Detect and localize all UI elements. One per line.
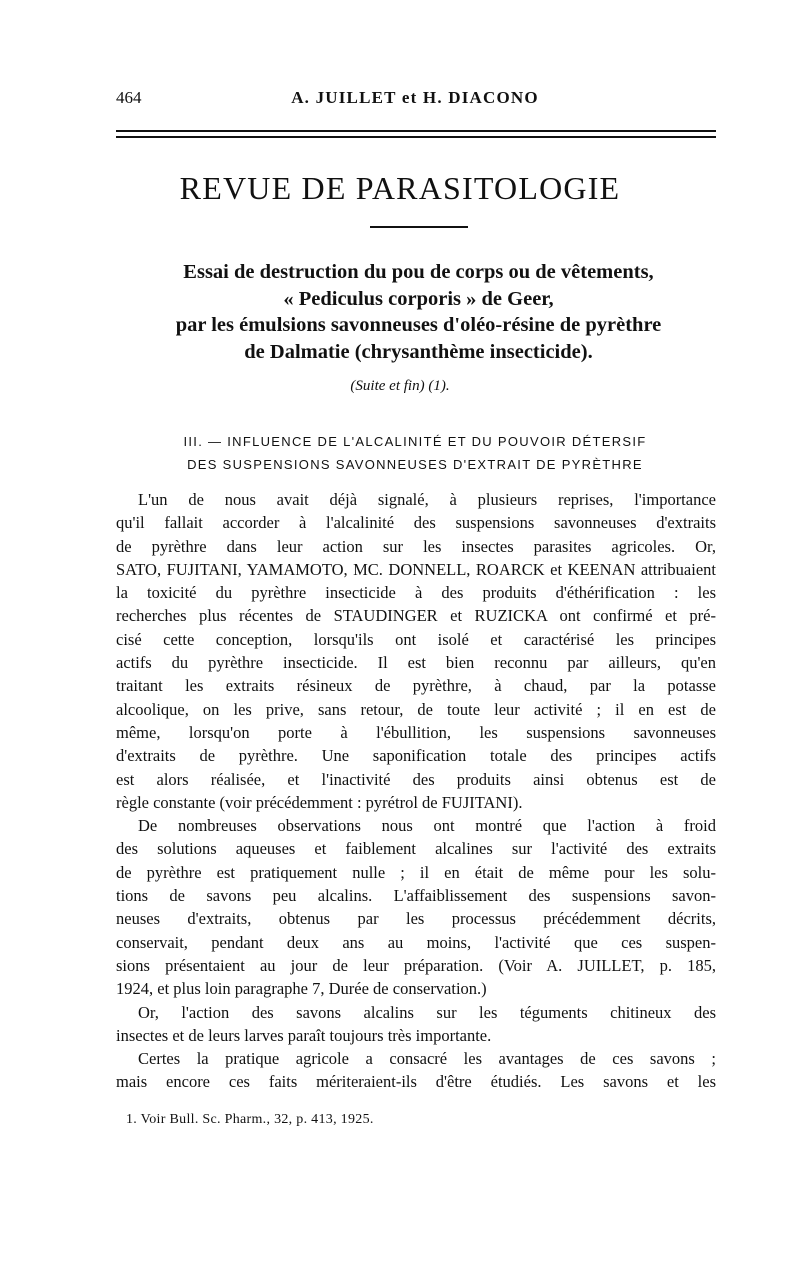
text-line: SATO, FUJITANI, YAMAMOTO, MC. DONNELL, ROARCK et KEENAN attribuaient — [116, 559, 716, 579]
text-line: sions présentaient au jour de leur préparation. (Voir A. JUILLET, p. 185, — [116, 955, 716, 975]
double-rule-top — [116, 130, 716, 132]
footnote-reference: (1). — [428, 378, 450, 394]
article-title — [120, 259, 717, 365]
text-line: mais encore ces faits mériteraient-ils d'être étudiés. Les savons et les — [116, 1072, 716, 1092]
text-line: De nombreuses observations nous ont montré que l'action à froid — [138, 816, 716, 836]
subsection-heading-line: DES SUSPENSIONS SAVONNEUSES D'EXTRAIT DE PYRÈTHRE — [187, 457, 643, 472]
text-line: de pyrèthre dans leur action sur les insectes parasites agricoles. Or, — [116, 536, 716, 556]
text-line: des solutions aqueuses et faiblement alcalines sur l'activité des extraits — [116, 839, 716, 859]
section-title: REVUE DE PARASITOLOGIE — [179, 170, 621, 206]
text-line: cisé cette conception, lorsqu'ils ont isolé et caractérisé les principes — [116, 629, 716, 649]
text-line: actifs du pyrèthre insecticide. Il est bien reconnu par ailleurs, qu'en — [116, 653, 716, 673]
text-line: règle constante (voir précédemment : pyrétrol de FUJITANI). — [116, 792, 523, 812]
text-line: insectes et de leurs larves paraît toujours très importante. — [116, 1025, 492, 1045]
text-line: traitant les extraits résineux de pyrèthre, à chaud, par la potasse — [116, 676, 716, 696]
title-divider — [370, 226, 468, 228]
text-line: même, lorsqu'on porte à l'ébullition, les suspensions savonneuses — [116, 722, 716, 742]
text-line: tions de savons peu alcalins. L'affaiblissement des suspensions savon- — [116, 886, 716, 906]
text-line: de pyrèthre est pratiquement nulle ; il en était de même pour les solu- — [116, 862, 716, 882]
running-head-authors: A. JUILLET et H. DIACONO — [291, 88, 539, 107]
text-line: Or, l'action des savons alcalins sur les téguments chitineux des — [138, 1002, 716, 1022]
subsection-heading-line: III. — INFLUENCE DE L'ALCALINITÉ ET DU POUVOIR DÉTERSIF — [183, 434, 647, 449]
suite-note — [0, 378, 800, 395]
text-line: Certes la pratique agricole a consacré les avantages de ces savons ; — [138, 1049, 716, 1069]
text-line: L'un de nous avait déjà signalé, à plusieurs reprises, l'importance — [138, 490, 716, 509]
text-line: la toxicité du pyrèthre insecticide à des produits d'éthérification : les — [116, 583, 716, 603]
text-line: d'extraits de pyrèthre. Une saponification totale des principes actifs — [116, 746, 716, 766]
article-title-line: « Pediculus corporis » de Geer, — [283, 287, 554, 310]
text-line: conservait, pendant deux ans au moins, l'activité que ces suspen- — [116, 932, 716, 952]
text-line: qu'il fallait accorder à l'alcalinité des suspensions savonneuses d'extraits — [116, 513, 716, 533]
text-line: recherches plus récentes de STAUDINGER et RUZICKA ont confirmé et pré- — [116, 606, 716, 626]
text-line: neuses d'extraits, obtenus par les processus précédemment décrits, — [116, 909, 716, 929]
subsection-heading — [140, 430, 690, 476]
article-title-line: par les émulsions savonneuses d'oléo-résine de pyrèthre — [175, 314, 662, 336]
body-text — [116, 488, 716, 1094]
text-line: est alors réalisée, et l'inactivité des produits ainsi obtenus est de — [116, 769, 716, 789]
footnote: 1. Voir Bull. Sc. Pharm., 32, p. 413, 1925. — [126, 1112, 374, 1127]
suite-text: (Suite et fin) — [350, 378, 425, 394]
text-line: 1924, et plus loin paragraphe 7, Durée de conservation.) — [116, 979, 487, 999]
text-line: alcoolique, on les prive, sans retour, de toute leur activité ; il en est de — [116, 699, 716, 719]
article-title-line: Essai de destruction du pou de corps ou de vêtements, — [183, 261, 654, 283]
double-rule-bottom — [116, 136, 716, 138]
article-title-line: de Dalmatie (chrysanthème insecticide). — [244, 340, 593, 363]
running-head — [116, 88, 714, 112]
page-number: 464 — [116, 88, 142, 107]
